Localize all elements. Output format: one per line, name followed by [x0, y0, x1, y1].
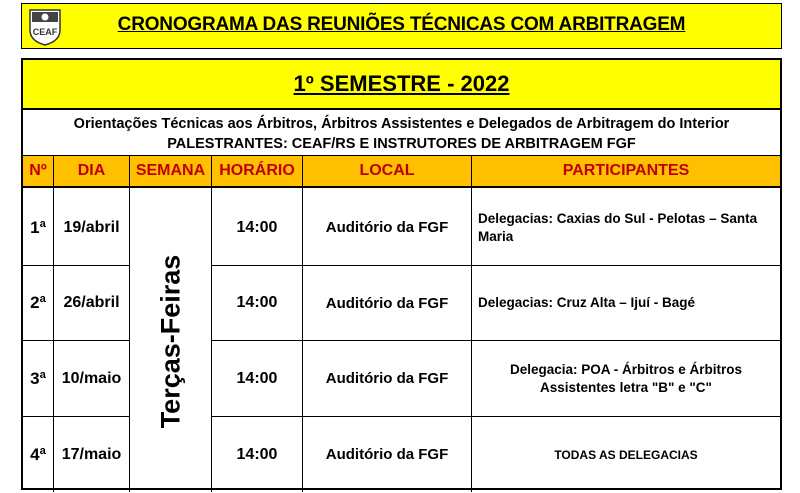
semester-header [23, 60, 780, 110]
intro-line-2: PALESTRANTES: CEAF/RS E INSTRUTORES DE ARBITRAGEM FGF [167, 136, 636, 152]
col-header-horario: HORÁRIO [219, 162, 295, 179]
row-1-local: Auditório da FGF [325, 219, 449, 236]
semana-merged-cell [130, 190, 211, 492]
semester-title: 1º SEMESTRE - 2022 [293, 71, 510, 96]
row-1-participantes: Delegacias: Caxias do Sul - Pelotas – Santa Maria [478, 210, 758, 244]
document-title: CRONOGRAMA DAS REUNIÕES TÉCNICAS COM ARBITRAGEM [117, 14, 686, 35]
intro-line-1: Orientações Técnicas aos Árbitros, Árbitros Assistentes e Delegados de Arbitragem do Interior [73, 116, 730, 132]
row-2-local: Auditório da FGF [325, 294, 449, 312]
row-3-num: 3ª [30, 368, 46, 388]
row-2-dia: 26/abril [63, 294, 120, 311]
row-3-participantes: Delegacia: POA - Árbitros e Árbitros Assistentes letra "B" e "C" [509, 361, 743, 395]
row-1-num: 1ª [30, 217, 46, 237]
row-3-horario: 14:00 [236, 369, 278, 387]
semana-value: Terças-Feiras [155, 254, 186, 428]
col-header-local: LOCAL [359, 162, 415, 179]
column-header-row [23, 156, 780, 188]
col-header-participantes: PARTICIPANTES [562, 162, 690, 179]
intro-text [23, 110, 780, 156]
col-header-dia: DIA [77, 162, 106, 179]
row-1-dia: 19/abril [63, 218, 120, 236]
row-4-num: 4ª [30, 444, 46, 464]
row-2-horario: 14:00 [236, 294, 278, 311]
schedule-table [21, 58, 782, 490]
row-2-participantes: Delegacias: Cruz Alta – Ijuí - Bagé [478, 295, 696, 310]
row-1-horario: 14:00 [236, 218, 278, 236]
col-header-semana: SEMANA [135, 162, 206, 179]
row-3-local: Auditório da FGF [325, 370, 449, 387]
row-4-participantes: TODAS AS DELEGACIAS [554, 447, 698, 462]
row-2-num: 2ª [30, 293, 46, 312]
row-4-horario: 14:00 [236, 445, 278, 463]
title-banner [21, 3, 782, 49]
svg-text:CEAF: CEAF [32, 27, 58, 37]
row-3-dia: 10/maio [61, 369, 122, 387]
row-4-local: Auditório da FGF [325, 446, 449, 463]
col-header-num: Nº [29, 162, 47, 179]
row-4-dia: 17/maio [61, 445, 122, 463]
